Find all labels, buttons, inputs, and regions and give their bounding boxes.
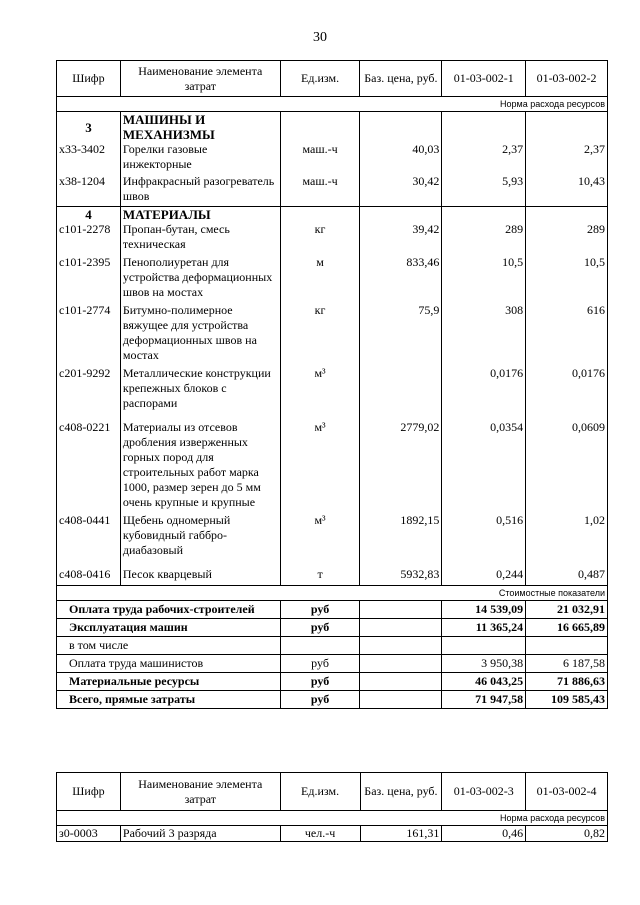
row-value-1: 2,37 xyxy=(442,142,526,174)
row-unit: кг xyxy=(280,222,360,255)
row-value-2: 0,487 xyxy=(526,567,608,586)
row-code: с408-0416 xyxy=(57,567,121,586)
row-code: с201-9292 xyxy=(57,366,121,420)
row-name: Материалы из отсевов дробления изверженных горных пород для строительных работ марка 1000, размер зерен до 5 мм очень крупные и крупные xyxy=(120,420,280,513)
row-value-2: 10,43 xyxy=(526,174,608,207)
header-price: Баз. цена, руб. xyxy=(360,61,442,97)
section-row xyxy=(57,207,608,223)
row-name: Инфракрасный разогреватель швов xyxy=(120,174,280,207)
table-header-row xyxy=(57,61,608,97)
summary-value-1: 71 947,58 xyxy=(442,691,526,709)
row-value-1: 0,0176 xyxy=(442,366,526,420)
section-title: МАШИНЫ И МЕХАНИЗМЫ xyxy=(120,112,280,143)
row-value-2: 0,0609 xyxy=(526,420,608,513)
header-code: Шифр xyxy=(57,61,121,97)
summary-row xyxy=(57,673,608,691)
summary-unit: руб xyxy=(280,655,360,673)
summary-row xyxy=(57,619,608,637)
summary-price-empty xyxy=(360,601,442,619)
row-name: Рабочий 3 разряда xyxy=(120,826,280,842)
norm-label: Норма расхода ресурсов xyxy=(57,97,608,112)
header-price: Баз. цена, руб. xyxy=(360,773,442,811)
row-value-1: 0,244 xyxy=(442,567,526,586)
summary-name: Оплата труда рабочих-строителей xyxy=(57,601,281,619)
row-name: Песок кварцевый xyxy=(120,567,280,586)
row-code: х38-1204 xyxy=(57,174,121,207)
row-code: з0-0003 xyxy=(57,826,121,842)
row-value-1: 5,93 xyxy=(442,174,526,207)
row-name: Пенополиуретан для устройства деформационных швов на мостах xyxy=(120,255,280,303)
summary-value-1: 3 950,38 xyxy=(442,655,526,673)
table-row xyxy=(57,366,608,420)
summary-value-1: 11 365,24 xyxy=(442,619,526,637)
table-row xyxy=(57,513,608,567)
norm-label-row xyxy=(57,97,608,112)
row-name: Металлические конструкции крепежных блоков с распорами xyxy=(120,366,280,420)
row-value-1: 308 xyxy=(442,303,526,366)
summary-price-empty xyxy=(360,637,442,655)
table-row xyxy=(57,142,608,174)
row-value-2: 616 xyxy=(526,303,608,366)
row-value-1: 0,46 xyxy=(442,826,526,842)
row-unit: м xyxy=(280,255,360,303)
table-row xyxy=(57,303,608,366)
summary-name: в том числе xyxy=(57,637,281,655)
summary-value-2: 71 886,63 xyxy=(526,673,608,691)
header-code: Шифр xyxy=(57,773,121,811)
summary-unit: руб xyxy=(280,673,360,691)
summary-value-1: 46 043,25 xyxy=(442,673,526,691)
row-value-2: 289 xyxy=(526,222,608,255)
row-name: Битумно-полимерное вяжущее для устройства деформационных швов на мостах xyxy=(120,303,280,366)
row-price: 161,31 xyxy=(360,826,442,842)
header-unit: Ед.изм. xyxy=(280,61,360,97)
summary-value-2: 6 187,58 xyxy=(526,655,608,673)
header-name: Наименование элемента затрат xyxy=(120,61,280,97)
summary-value-1: 14 539,09 xyxy=(442,601,526,619)
row-code: с101-2278 xyxy=(57,222,121,255)
header-name: Наименование элемента затрат xyxy=(120,773,280,811)
row-value-1: 0,516 xyxy=(442,513,526,567)
table-row xyxy=(57,255,608,303)
summary-value-2 xyxy=(526,637,608,655)
cost-label: Стоимостные показатели xyxy=(57,586,608,601)
header-col-2: 01-03-002-2 xyxy=(526,61,608,97)
summary-unit: руб xyxy=(280,691,360,709)
row-price: 75,9 xyxy=(360,303,442,366)
table-row xyxy=(57,222,608,255)
row-code: с408-0441 xyxy=(57,513,121,567)
summary-row xyxy=(57,691,608,709)
summary-price-empty xyxy=(360,691,442,709)
resource-table-2 xyxy=(56,772,608,842)
row-value-2: 10,5 xyxy=(526,255,608,303)
row-code: с408-0221 xyxy=(57,420,121,513)
header-col-1: 01-03-002-3 xyxy=(442,773,526,811)
row-price: 833,46 xyxy=(360,255,442,303)
row-name: Пропан-бутан, смесь техническая xyxy=(120,222,280,255)
summary-row xyxy=(57,655,608,673)
row-unit: т xyxy=(280,567,360,586)
row-unit: м³ xyxy=(280,513,360,567)
row-code: с101-2774 xyxy=(57,303,121,366)
row-unit: маш.-ч xyxy=(280,174,360,207)
summary-value-2: 21 032,91 xyxy=(526,601,608,619)
norm-label: Норма расхода ресурсов xyxy=(57,811,608,826)
machines-group xyxy=(57,142,608,207)
header-col-1: 01-03-002-1 xyxy=(442,61,526,97)
summary-value-2: 16 665,89 xyxy=(526,619,608,637)
summary-unit xyxy=(280,637,360,655)
cost-label-row xyxy=(57,586,608,601)
summary-price-empty xyxy=(360,619,442,637)
row-price: 30,42 xyxy=(360,174,442,207)
table-row xyxy=(57,567,608,586)
summary-name: Оплата труда машинистов xyxy=(57,655,281,673)
section-title: МАТЕРИАЛЫ xyxy=(120,207,280,223)
header-unit: Ед.изм. xyxy=(280,773,360,811)
table-row xyxy=(57,174,608,207)
row-unit: чел.-ч xyxy=(280,826,360,842)
row-value-2: 1,02 xyxy=(526,513,608,567)
row-unit: м³ xyxy=(280,366,360,420)
row-value-1: 289 xyxy=(442,222,526,255)
row-price: 40,03 xyxy=(360,142,442,174)
summary-unit: руб xyxy=(280,619,360,637)
section-row xyxy=(57,112,608,143)
summary-group xyxy=(57,601,608,709)
table-row xyxy=(57,420,608,513)
table-header-row xyxy=(57,773,608,811)
labor-group xyxy=(57,826,608,842)
summary-unit: руб xyxy=(280,601,360,619)
row-value-1: 0,0354 xyxy=(442,420,526,513)
row-name: Щебень одномерный кубовидный габбро-диабазовый xyxy=(120,513,280,567)
row-unit: м³ xyxy=(280,420,360,513)
materials-group xyxy=(57,222,608,586)
row-price: 2779,02 xyxy=(360,420,442,513)
summary-value-2: 109 585,43 xyxy=(526,691,608,709)
section-code: 3 xyxy=(57,112,121,143)
table-row xyxy=(57,826,608,842)
resource-table-1 xyxy=(56,60,608,709)
row-price: 39,42 xyxy=(360,222,442,255)
row-value-2: 0,0176 xyxy=(526,366,608,420)
row-code: х33-3402 xyxy=(57,142,121,174)
row-value-2: 2,37 xyxy=(526,142,608,174)
row-price: 1892,15 xyxy=(360,513,442,567)
summary-row xyxy=(57,637,608,655)
page-number: 30 xyxy=(313,30,327,45)
summary-value-1 xyxy=(442,637,526,655)
summary-price-empty xyxy=(360,655,442,673)
row-value-1: 10,5 xyxy=(442,255,526,303)
row-code: с101-2395 xyxy=(57,255,121,303)
row-name: Горелки газовые инжекторные xyxy=(120,142,280,174)
header-col-2: 01-03-002-4 xyxy=(526,773,608,811)
row-value-2: 0,82 xyxy=(526,826,608,842)
summary-price-empty xyxy=(360,673,442,691)
summary-name: Материальные ресурсы xyxy=(57,673,281,691)
summary-name: Эксплуатация машин xyxy=(57,619,281,637)
section-code: 4 xyxy=(57,207,121,223)
row-price xyxy=(360,366,442,420)
norm-label-row xyxy=(57,811,608,826)
summary-name: Всего, прямые затраты xyxy=(57,691,281,709)
row-unit: маш.-ч xyxy=(280,142,360,174)
row-unit: кг xyxy=(280,303,360,366)
row-price: 5932,83 xyxy=(360,567,442,586)
summary-row xyxy=(57,601,608,619)
